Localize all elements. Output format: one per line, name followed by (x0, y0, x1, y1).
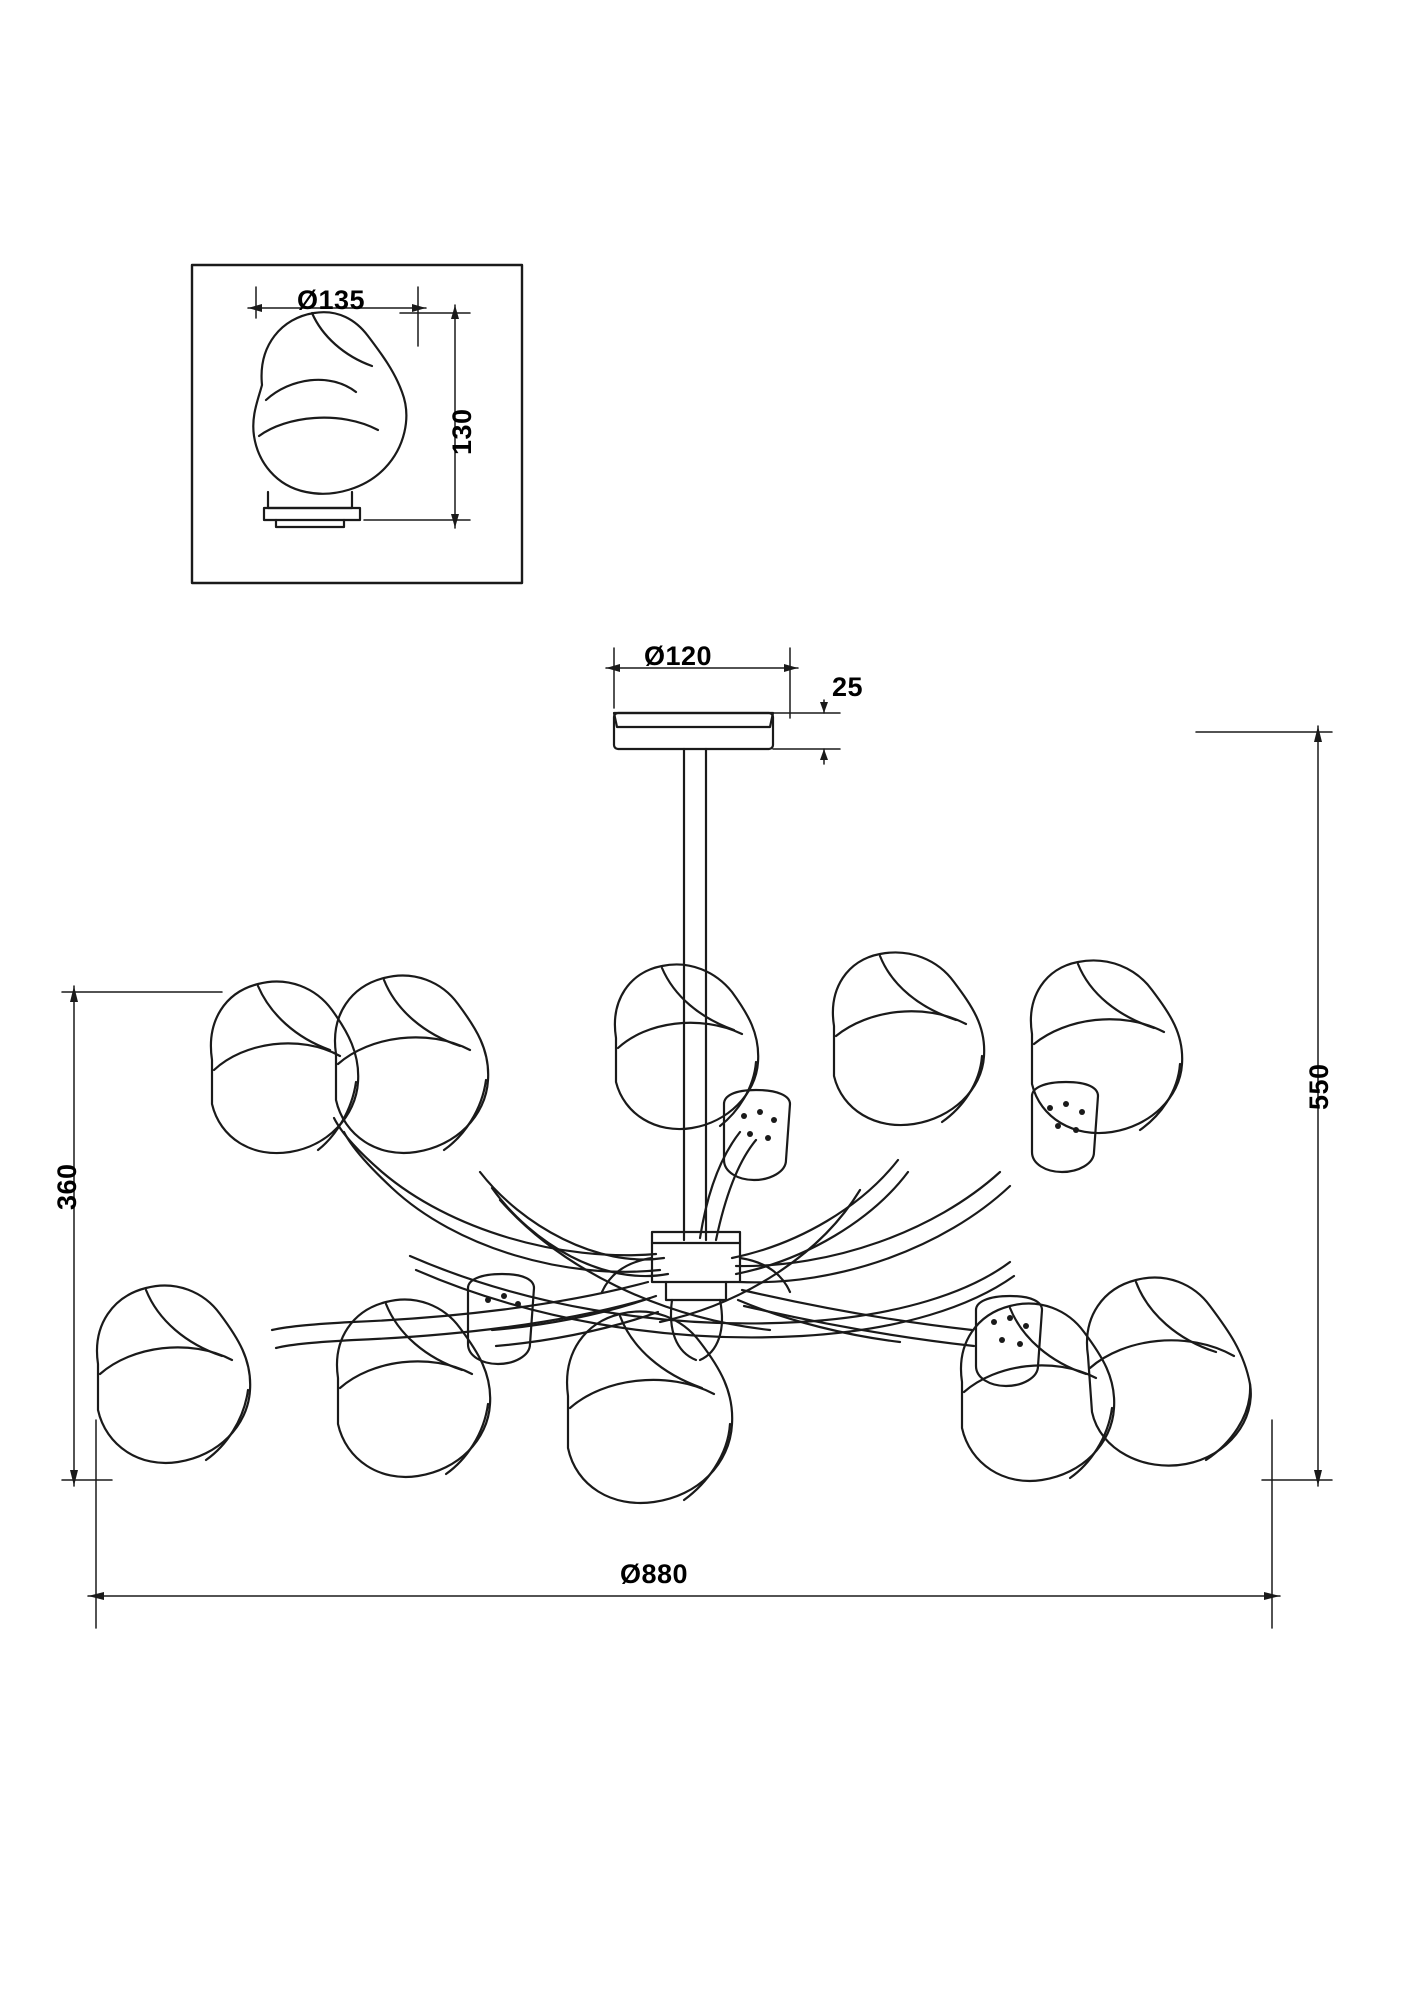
dimension-canopy-height (773, 700, 840, 764)
dimension-label-fixture-height: 360 (52, 1163, 82, 1210)
dimension-label-shade-height: 130 (447, 408, 477, 455)
lamp-shade (615, 964, 758, 1129)
lamp-shade (97, 1286, 250, 1463)
dimension-label-canopy-diameter: Ø120 (644, 641, 713, 671)
dimension-label-total-height: 550 (1304, 1063, 1334, 1110)
down-rod (684, 749, 706, 1240)
lamp-shade (567, 1312, 732, 1503)
lamp-sockets (468, 1082, 1098, 1386)
ceiling-canopy (614, 713, 773, 749)
dimension-fixture-height (62, 986, 222, 1486)
dimension-label-shade-diameter: Ø135 (297, 285, 366, 315)
lamp-shade (833, 952, 984, 1125)
dimension-overall-diameter (88, 1420, 1280, 1628)
lamp-shade (1087, 1278, 1251, 1466)
dimension-label-canopy-height: 25 (832, 672, 864, 702)
lamp-shades (97, 952, 1251, 1503)
lamp-shade (1031, 960, 1182, 1133)
dimension-label-overall-diameter: Ø880 (620, 1559, 689, 1589)
lamp-arms (272, 1118, 1014, 1348)
